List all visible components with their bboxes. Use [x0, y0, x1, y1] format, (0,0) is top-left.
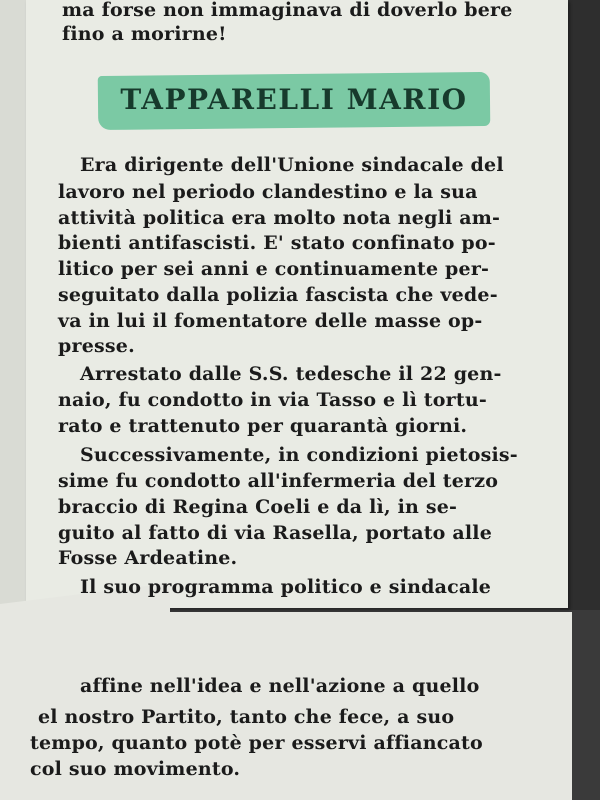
body-line: Arrestato dalle S.S. tedesche il 22 gen-: [80, 363, 502, 385]
article-title: TAPPARELLI MARIO: [120, 83, 468, 116]
body-line: lavoro nel periodo clandestino e la sua: [58, 181, 478, 203]
body-line: Fosse Ardeatine.: [58, 547, 238, 569]
body-line: presse.: [58, 335, 135, 357]
body-line: sime fu condotto all'infermeria del terzo: [58, 470, 499, 492]
continuation-line: affine nell'idea e nell'azione a quello: [80, 675, 480, 697]
continuation-line: col suo movimento.: [30, 758, 241, 780]
body-line: naio, fu condotto in via Tasso e lì tortu-: [58, 389, 487, 411]
body-line: Successivamente, in condizioni pietosis-: [80, 444, 518, 466]
continuation-line: tempo, quanto potè per esservi affiancato: [30, 732, 483, 754]
body-line: guito al fatto di via Rasella, portato alle: [58, 522, 493, 544]
body-line: bienti antifascisti. E' stato confinato po-: [58, 232, 496, 254]
body-line: litico per sei anni e continuamente per-: [58, 258, 490, 280]
body-line: rato e trattenuto per quarantà giorni.: [58, 415, 468, 437]
continuation-line: el nostro Partito, tanto che fece, a suo: [38, 706, 455, 728]
intro-line: fino a morirne!: [62, 23, 227, 45]
body-line: Il suo programma politico e sindacale: [80, 576, 492, 598]
body-line: Era dirigente dell'Unione sindacale del: [80, 154, 504, 176]
body-line: va in lui il fomentatore delle masse op-: [58, 310, 483, 332]
body-line: seguitato dalla polizia fascista che vede-: [58, 284, 498, 306]
body-line: attività politica era molto nota negli am-: [58, 207, 501, 229]
body-line: braccio di Regina Coeli e da lì, in se-: [58, 496, 458, 518]
intro-line: ma forse non immaginava di doverlo bere: [62, 0, 513, 21]
